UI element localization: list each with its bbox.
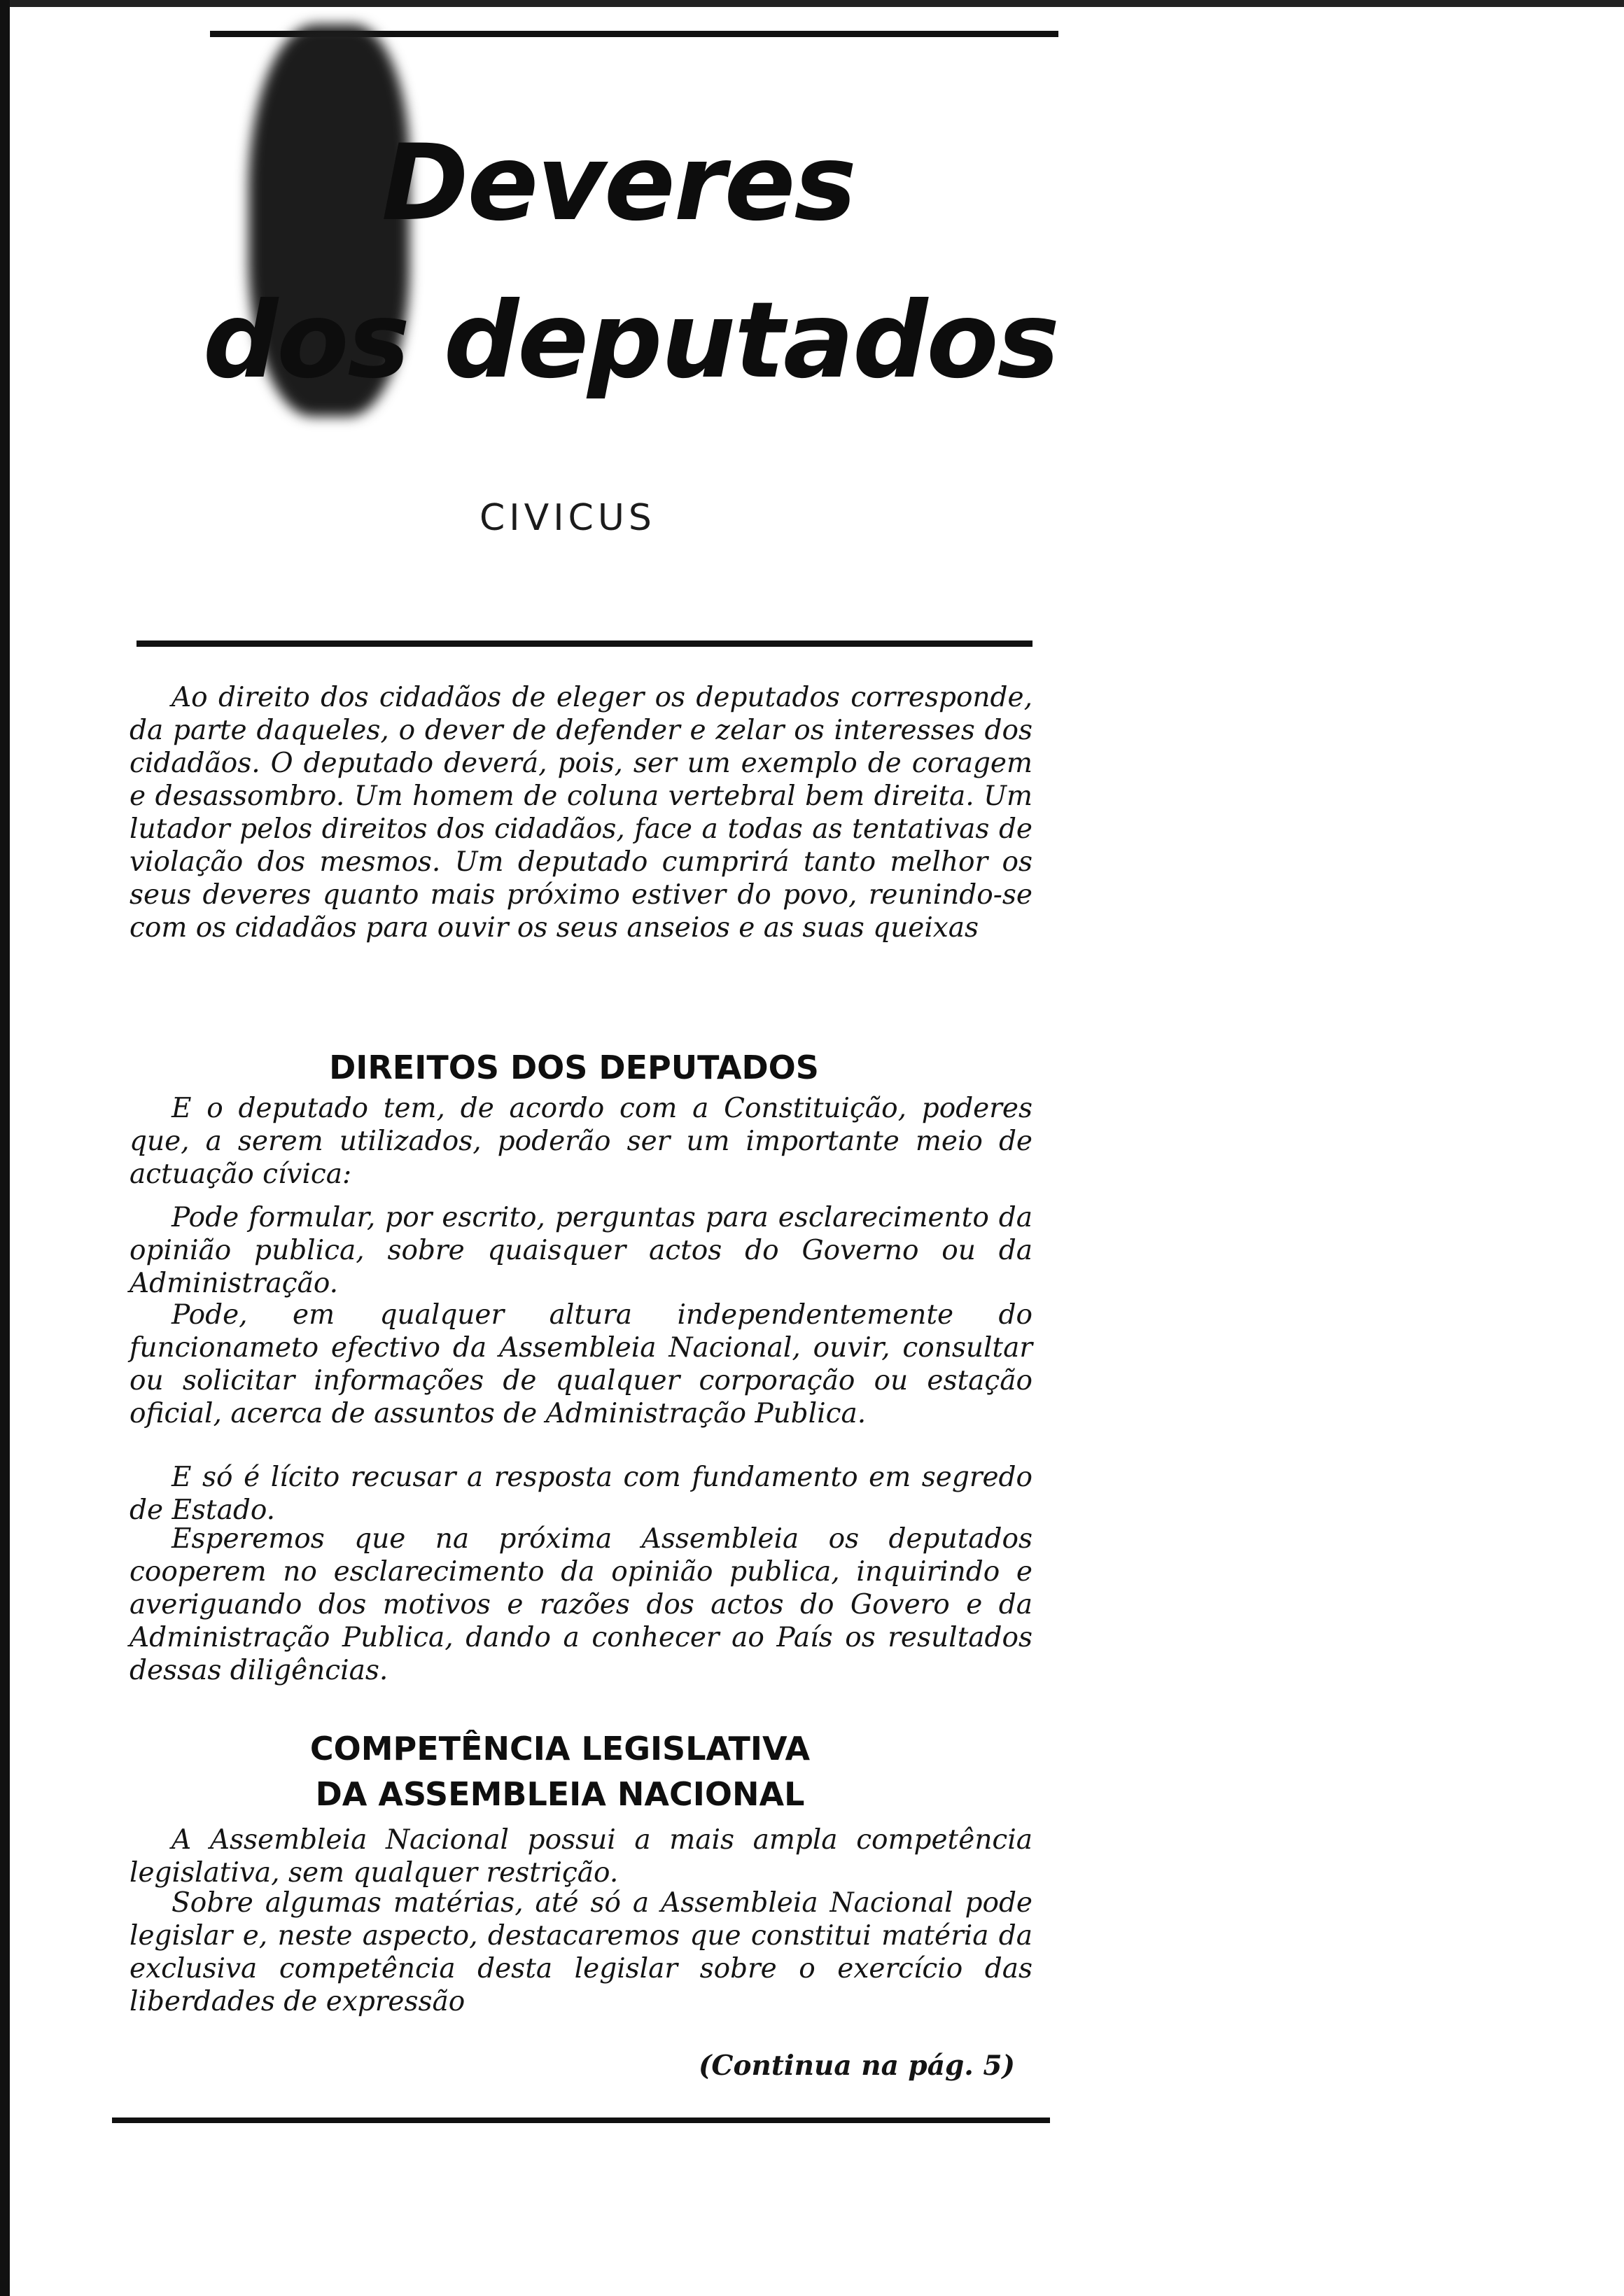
headline-line-1: Deveres xyxy=(382,122,855,244)
paragraph: Esperemos que na próxima Assembleia os deputados cooperem no esclarecimento da opinião publica, inquirindo e averiguando dos motivos e razões dos actos do Govero e da Administração Publica, dando a conhecer ao País os resultados dessas diligências. xyxy=(130,1523,1032,1686)
paragraph: A Assembleia Nacional possui a mais ampla competência legislativa, sem qualquer restrição. xyxy=(130,1824,1032,1889)
byline: CIVICUS xyxy=(479,497,656,539)
page-left-edge xyxy=(0,0,10,2296)
section-heading-competencia-line-1: COMPETÊNCIA LEGISLATIVA xyxy=(309,1730,811,1768)
continuation-note: (Continua na pág. 5) xyxy=(698,2050,1015,2082)
paragraph: E só é lícito recusar a resposta com fundamento em segredo de Estado. xyxy=(130,1462,1032,1526)
paragraph: Sobre algumas matérias, até só a Assembleia Nacional pode legislar e, neste aspecto, destacaremos que constitui matéria da exclusiva competência desta legislar sobre o exercício das liberdades de expressão xyxy=(130,1887,1032,2017)
paragraph: Pode formular, por escrito, perguntas para esclarecimento da opinião publica, sobre quaisquer actos do Governo ou da Administração. xyxy=(130,1202,1032,1299)
bottom-rule xyxy=(112,2118,1050,2123)
byline-rule xyxy=(136,640,1032,647)
page-top-edge xyxy=(10,0,1624,7)
paragraph: E o deputado tem, de acordo com a Constituição, poderes que, a serem utilizados, poderão ser um importante meio de actuação cívica: xyxy=(130,1093,1032,1190)
section-heading-competencia-line-2: DA ASSEMBLEIA NACIONAL xyxy=(315,1775,805,1813)
headline-line-2: dos deputados xyxy=(203,280,1058,402)
section-heading-direitos: DIREITOS DOS DEPUTADOS xyxy=(329,1049,819,1086)
intro-paragraph: Ao direito dos cidadãos de eleger os deputados corresponde, da parte daqueles, o dever de defender e zelar os interesses dos cidadãos. O deputado deverá, pois, ser um exemplo de coragem e desassombro. Um homem de coluna vertebral bem direita. Um lutador pelos direitos dos cidadãos, face a todas as tentativas de violação dos mesmos. Um deputado cumprirá tanto melhor os seus deveres quanto mais próximo estiver do povo, reunindo-se com os cidadãos para ouvir os seus anseios e as suas queixas xyxy=(130,682,1032,944)
paragraph: Pode, em qualquer altura independentemente do funcionameto efectivo da Assembleia Nacional, ouvir, consultar ou solicitar informações de qualquer corporação ou estação oficial, acerca de assuntos de Administração Publica. xyxy=(130,1299,1032,1429)
